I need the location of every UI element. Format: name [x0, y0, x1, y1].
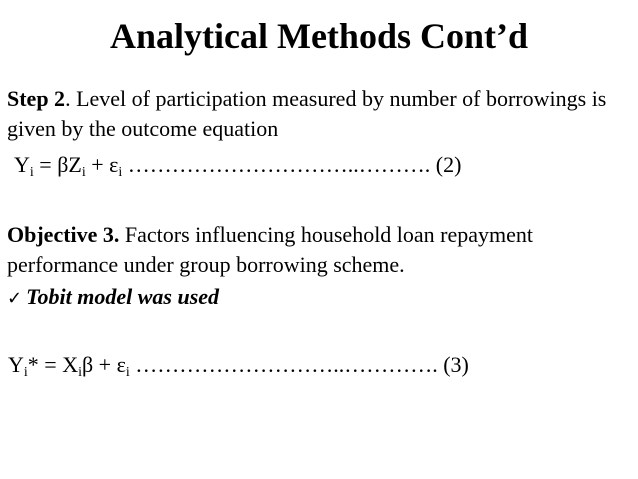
eq2-equals-beta-z: = βZ: [33, 152, 82, 177]
outcome-equation: [14, 150, 461, 180]
eq3-x-subscript: i: [78, 365, 82, 380]
objective3-label: Objective 3.: [7, 222, 120, 247]
eq3-dots-number: ………………………..…………. (3): [129, 352, 469, 377]
eq3-epsilon-subscript: i: [125, 365, 130, 380]
slide-title: Analytical Methods Cont’d: [109, 16, 528, 56]
step2-paragraph: [7, 84, 632, 144]
eq2-lhs: Y: [14, 152, 30, 177]
objective3-paragraph: [7, 220, 632, 280]
tobit-equation: [8, 350, 469, 380]
step2-text: . Level of participation measured by number of borrowings is given by the outcome equation: [7, 86, 607, 141]
eq2-lhs-subscript: i: [29, 165, 34, 180]
eq3-lhs: Y: [8, 352, 24, 377]
eq2-dots-number: …………………………..………. (2): [122, 152, 462, 177]
eq2-plus-epsilon: + ε: [85, 152, 119, 177]
tobit-bullet: [7, 282, 219, 314]
eq2-epsilon-subscript: i: [118, 165, 123, 180]
objective3-text: Factors influencing household loan repayment performance under group borrowing scheme.: [7, 222, 534, 277]
step2-label: Step 2: [7, 86, 66, 111]
tobit-text: Tobit model was used: [26, 284, 220, 309]
checkmark-icon: ✓: [7, 288, 23, 309]
eq2-z-subscript: i: [81, 165, 86, 180]
eq3-beta-plus-epsilon: β + ε: [81, 352, 126, 377]
eq3-lhs-subscript: i: [23, 365, 28, 380]
eq3-star-equals-x: * = X: [27, 352, 79, 377]
